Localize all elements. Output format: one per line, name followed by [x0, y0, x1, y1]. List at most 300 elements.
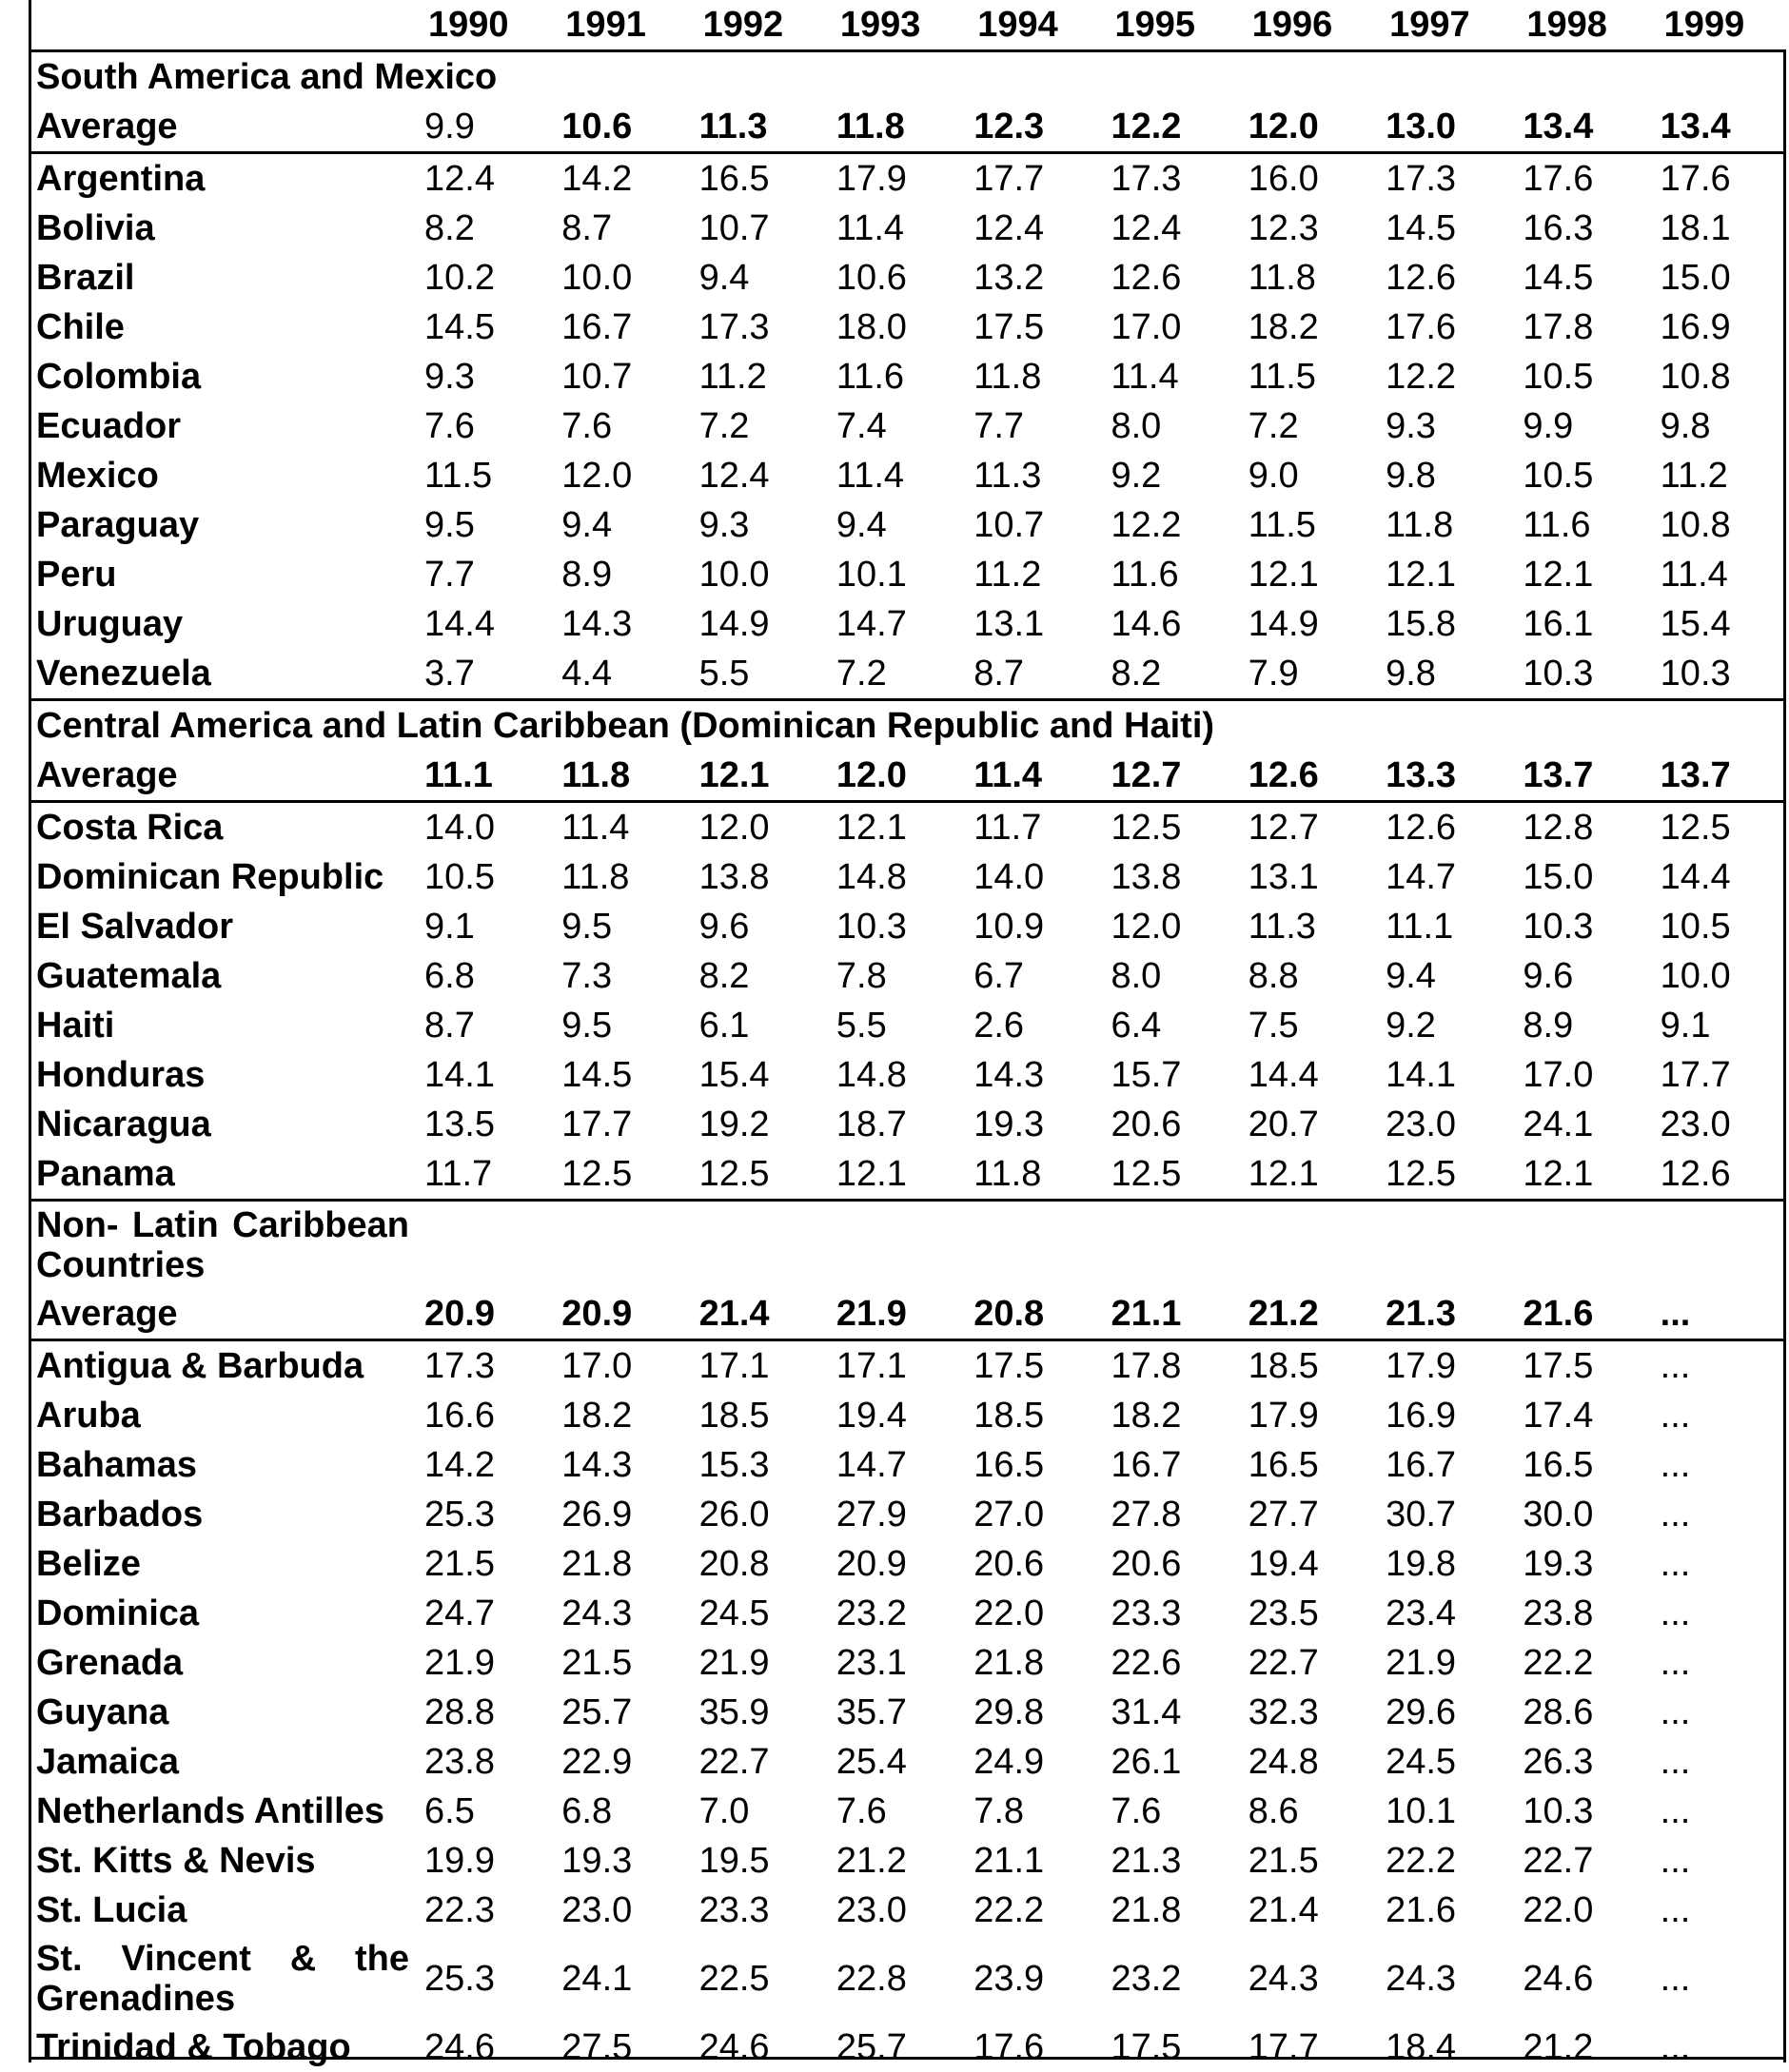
value-cell: 29.8: [962, 1688, 1099, 1737]
table-row: [29, 500, 1786, 550]
value-cell: 13.1: [1237, 852, 1374, 902]
value-cell: 10.5: [1511, 451, 1648, 500]
country-name: Chile: [29, 303, 413, 352]
country-name: Uruguay: [29, 599, 413, 649]
value-cell: ...: [1649, 1490, 1786, 1539]
value-cell: 9.6: [688, 902, 825, 951]
country-name: St. Kitts & Nevis: [29, 1836, 413, 1886]
value-cell: 17.5: [1099, 2023, 1236, 2072]
value-cell: 23.3: [688, 1886, 825, 1935]
value-cell: 11.8: [550, 852, 687, 902]
value-cell: 10.1: [825, 550, 962, 599]
year-header: 1997: [1374, 0, 1511, 51]
value-cell: 8.9: [1511, 1001, 1648, 1050]
value-cell: 13.4: [1511, 102, 1648, 153]
value-cell: 11.6: [825, 352, 962, 401]
value-cell: 10.3: [1649, 649, 1786, 700]
year-header: 1999: [1649, 0, 1786, 51]
value-cell: 19.4: [825, 1391, 962, 1440]
country-name-line-2: Grenadines: [36, 1979, 413, 2019]
table-row: [29, 852, 1786, 902]
value-cell: 9.9: [413, 102, 550, 153]
country-name: Mexico: [29, 451, 413, 500]
value-cell: ...: [1649, 1688, 1786, 1737]
value-cell: 11.1: [413, 751, 550, 802]
value-cell: 26.1: [1099, 1737, 1236, 1787]
value-cell: 12.6: [1237, 751, 1374, 802]
value-cell: 20.9: [413, 1289, 550, 1340]
table-row: [29, 1340, 1786, 1392]
value-cell: 6.5: [413, 1787, 550, 1836]
value-cell: 14.9: [1237, 599, 1374, 649]
value-cell: 12.1: [1511, 1149, 1648, 1201]
value-cell: 7.8: [962, 1787, 1099, 1836]
value-cell: 5.5: [688, 649, 825, 700]
value-cell: 12.5: [1649, 802, 1786, 853]
value-cell: 10.5: [1649, 902, 1786, 951]
value-cell: 11.4: [550, 802, 687, 853]
value-cell: 17.7: [550, 1100, 687, 1149]
value-cell: 17.0: [1511, 1050, 1648, 1100]
table-row: [29, 352, 1786, 401]
table-row: [29, 902, 1786, 951]
value-cell: 23.4: [1374, 1589, 1511, 1638]
value-cell: 22.2: [1374, 1836, 1511, 1886]
value-cell: 10.9: [962, 902, 1099, 951]
value-cell: 10.8: [1649, 352, 1786, 401]
value-cell: 16.1: [1511, 599, 1648, 649]
value-cell: 12.1: [1237, 550, 1374, 599]
value-cell: 13.2: [962, 253, 1099, 303]
value-cell: 18.5: [962, 1391, 1099, 1440]
country-name: Paraguay: [29, 500, 413, 550]
value-cell: 23.1: [825, 1638, 962, 1688]
value-cell: 23.0: [1649, 1100, 1786, 1149]
value-cell: 7.6: [825, 1787, 962, 1836]
value-cell: 10.6: [550, 102, 687, 153]
value-cell: 5.5: [825, 1001, 962, 1050]
value-cell: 12.1: [825, 802, 962, 853]
value-cell: 17.9: [825, 153, 962, 205]
section-title-line-2: Countries: [36, 1245, 413, 1285]
value-cell: 3.7: [413, 649, 550, 700]
value-cell: 14.5: [550, 1050, 687, 1100]
value-cell: 21.3: [1099, 1836, 1236, 1886]
country-name: Belize: [29, 1539, 413, 1589]
value-cell: 9.6: [1511, 951, 1648, 1001]
value-cell: 18.5: [688, 1391, 825, 1440]
value-cell: 10.3: [825, 902, 962, 951]
value-cell: ...: [1649, 1836, 1786, 1886]
value-cell: 9.8: [1649, 401, 1786, 451]
value-cell: 11.3: [962, 451, 1099, 500]
value-cell: 12.1: [1511, 550, 1648, 599]
value-cell: 11.4: [825, 451, 962, 500]
section-title-line-1: Non- Latin Caribbean: [36, 1205, 413, 1245]
value-cell: 19.4: [1237, 1539, 1374, 1589]
value-cell: 7.8: [825, 951, 962, 1001]
value-cell: 26.9: [550, 1490, 687, 1539]
value-cell: ...: [1649, 1289, 1786, 1340]
value-cell: 11.3: [1237, 902, 1374, 951]
value-cell: 9.4: [1374, 951, 1511, 1001]
value-cell: 17.9: [1237, 1391, 1374, 1440]
value-cell: 14.3: [550, 599, 687, 649]
value-cell: 12.4: [1099, 204, 1236, 253]
value-cell: 20.7: [1237, 1100, 1374, 1149]
value-cell: 14.9: [688, 599, 825, 649]
country-name: Guatemala: [29, 951, 413, 1001]
value-cell: 13.8: [1099, 852, 1236, 902]
value-cell: 6.7: [962, 951, 1099, 1001]
year-header: 1991: [550, 0, 687, 51]
value-cell: 12.0: [1237, 102, 1374, 153]
value-cell: 20.9: [550, 1289, 687, 1340]
value-cell: 22.7: [1237, 1638, 1374, 1688]
table-row: [29, 1886, 1786, 1935]
value-cell: 16.7: [1099, 1440, 1236, 1490]
value-cell: 24.1: [550, 1935, 687, 2023]
country-name: Antigua & Barbuda: [29, 1340, 413, 1392]
value-cell: 9.8: [1374, 649, 1511, 700]
value-cell: 13.0: [1374, 102, 1511, 153]
value-cell: 30.0: [1511, 1490, 1648, 1539]
country-name: Venezuela: [29, 649, 413, 700]
value-cell: 14.5: [413, 303, 550, 352]
value-cell: 11.8: [962, 1149, 1099, 1201]
value-cell: 6.1: [688, 1001, 825, 1050]
value-cell: 13.3: [1374, 751, 1511, 802]
value-cell: 16.5: [962, 1440, 1099, 1490]
value-cell: 11.2: [688, 352, 825, 401]
value-cell: 21.1: [962, 1836, 1099, 1886]
country-name: Bahamas: [29, 1440, 413, 1490]
value-cell: 25.7: [825, 2023, 962, 2072]
value-cell: 14.5: [1511, 253, 1648, 303]
value-cell: 6.4: [1099, 1001, 1236, 1050]
country-name: Ecuador: [29, 401, 413, 451]
value-cell: 21.9: [413, 1638, 550, 1688]
value-cell: 12.4: [413, 153, 550, 205]
value-cell: 12.6: [1649, 1149, 1786, 1201]
value-cell: 11.4: [962, 751, 1099, 802]
country-name: Costa Rica: [29, 802, 413, 853]
section-title: Central America and Latin Caribbean (Dominican Republic and Haiti): [29, 700, 1786, 752]
value-cell: 6.8: [550, 1787, 687, 1836]
value-cell: 8.2: [688, 951, 825, 1001]
value-cell: 9.0: [1237, 451, 1374, 500]
average-label: Average: [29, 751, 413, 802]
value-cell: 16.5: [1511, 1440, 1648, 1490]
value-cell: 28.6: [1511, 1688, 1648, 1737]
value-cell: 22.3: [413, 1886, 550, 1935]
value-cell: 12.0: [1099, 902, 1236, 951]
value-cell: 23.8: [1511, 1589, 1648, 1638]
value-cell: 11.4: [825, 204, 962, 253]
value-cell: 12.4: [688, 451, 825, 500]
value-cell: 27.9: [825, 1490, 962, 1539]
value-cell: 26.0: [688, 1490, 825, 1539]
value-cell: 14.0: [413, 802, 550, 853]
table-row: [29, 1836, 1786, 1886]
value-cell: 11.8: [1374, 500, 1511, 550]
value-cell: 24.8: [1237, 1737, 1374, 1787]
value-cell: 21.8: [1099, 1886, 1236, 1935]
value-cell: 21.2: [825, 1836, 962, 1886]
table-row: [29, 2023, 1786, 2072]
value-cell: 22.8: [825, 1935, 962, 2023]
value-cell: 9.8: [1374, 451, 1511, 500]
value-cell: 22.0: [962, 1589, 1099, 1638]
value-cell: 24.6: [413, 2023, 550, 2072]
value-cell: 9.4: [688, 253, 825, 303]
value-cell: 10.7: [962, 500, 1099, 550]
value-cell: 11.6: [1099, 550, 1236, 599]
value-cell: 10.3: [1511, 649, 1648, 700]
value-cell: 19.2: [688, 1100, 825, 1149]
value-cell: 18.5: [1237, 1340, 1374, 1392]
value-cell: 20.8: [962, 1289, 1099, 1340]
average-row: [29, 1289, 1786, 1340]
country-name: Barbados: [29, 1490, 413, 1539]
value-cell: 10.3: [1511, 1787, 1648, 1836]
year-header-row: [29, 0, 1786, 51]
value-cell: 14.8: [825, 852, 962, 902]
country-name: Panama: [29, 1149, 413, 1201]
value-cell: 9.5: [550, 1001, 687, 1050]
table-row: [29, 1391, 1786, 1440]
value-cell: 17.3: [688, 303, 825, 352]
value-cell: 25.3: [413, 1935, 550, 2023]
table-row: [29, 550, 1786, 599]
section-title-filler: [413, 1201, 1786, 1290]
table-row: [29, 1050, 1786, 1100]
table-row: [29, 1539, 1786, 1589]
value-cell: 16.3: [1511, 204, 1648, 253]
value-cell: 19.8: [1374, 1539, 1511, 1589]
value-cell: 12.0: [825, 751, 962, 802]
value-cell: 14.2: [413, 1440, 550, 1490]
value-cell: 9.3: [1374, 401, 1511, 451]
country-name: Netherlands Antilles: [29, 1787, 413, 1836]
value-cell: ...: [1649, 1935, 1786, 2023]
average-label: Average: [29, 102, 413, 153]
value-cell: 22.0: [1511, 1886, 1648, 1935]
value-cell: 27.5: [550, 2023, 687, 2072]
value-cell: 20.6: [1099, 1539, 1236, 1589]
value-cell: 15.0: [1511, 852, 1648, 902]
table-row: [29, 401, 1786, 451]
value-cell: 22.7: [688, 1737, 825, 1787]
value-cell: 11.8: [962, 352, 1099, 401]
value-cell: 11.2: [962, 550, 1099, 599]
value-cell: 18.1: [1649, 204, 1786, 253]
value-cell: 23.2: [825, 1589, 962, 1638]
year-header: 1993: [825, 0, 962, 51]
table-row: [29, 1638, 1786, 1688]
value-cell: 25.3: [413, 1490, 550, 1539]
data-table-container: [29, 0, 1786, 2072]
value-cell: 10.3: [1511, 902, 1648, 951]
value-cell: 13.8: [688, 852, 825, 902]
value-cell: ...: [1649, 1440, 1786, 1490]
value-cell: 7.2: [688, 401, 825, 451]
value-cell: 15.0: [1649, 253, 1786, 303]
value-cell: 19.3: [1511, 1539, 1648, 1589]
value-cell: 18.0: [825, 303, 962, 352]
value-cell: 23.5: [1237, 1589, 1374, 1638]
value-cell: 15.3: [688, 1440, 825, 1490]
table-body: [29, 51, 1786, 2072]
country-name: Aruba: [29, 1391, 413, 1440]
value-cell: 9.2: [1374, 1001, 1511, 1050]
section-title-row: [29, 1201, 1786, 1290]
value-cell: 12.5: [688, 1149, 825, 1201]
value-cell: 17.6: [1374, 303, 1511, 352]
value-cell: 12.5: [1374, 1149, 1511, 1201]
value-cell: 16.7: [1374, 1440, 1511, 1490]
value-cell: 7.2: [825, 649, 962, 700]
table-row: [29, 951, 1786, 1001]
country-name: [29, 1935, 413, 2023]
value-cell: 17.6: [962, 2023, 1099, 2072]
value-cell: 7.6: [1099, 1787, 1236, 1836]
value-cell: 23.9: [962, 1935, 1099, 2023]
header-corner: [29, 0, 413, 51]
value-cell: 21.4: [688, 1289, 825, 1340]
country-name: El Salvador: [29, 902, 413, 951]
value-cell: 24.1: [1511, 1100, 1648, 1149]
value-cell: 14.2: [550, 153, 687, 205]
value-cell: 30.7: [1374, 1490, 1511, 1539]
value-cell: 9.1: [413, 902, 550, 951]
year-header: 1992: [688, 0, 825, 51]
value-cell: 17.0: [550, 1340, 687, 1392]
value-cell: 15.4: [688, 1050, 825, 1100]
value-cell: 12.3: [962, 102, 1099, 153]
section-title-row: [29, 51, 1786, 103]
value-cell: 15.7: [1099, 1050, 1236, 1100]
value-cell: 24.6: [688, 2023, 825, 2072]
value-cell: 22.2: [1511, 1638, 1648, 1688]
value-cell: 13.5: [413, 1100, 550, 1149]
value-cell: 12.5: [550, 1149, 687, 1201]
value-cell: 21.6: [1374, 1886, 1511, 1935]
value-cell: 31.4: [1099, 1688, 1236, 1737]
year-header: 1996: [1237, 0, 1374, 51]
value-cell: 8.0: [1099, 401, 1236, 451]
value-cell: 10.5: [1511, 352, 1648, 401]
value-cell: 7.0: [688, 1787, 825, 1836]
value-cell: 14.1: [1374, 1050, 1511, 1100]
country-name: Dominican Republic: [29, 852, 413, 902]
value-cell: ...: [1649, 1340, 1786, 1392]
value-cell: 7.7: [413, 550, 550, 599]
section-title: South America and Mexico: [29, 51, 1786, 103]
year-header: 1995: [1099, 0, 1236, 51]
value-cell: 19.5: [688, 1836, 825, 1886]
value-cell: 23.2: [1099, 1935, 1236, 2023]
value-cell: 18.2: [1099, 1391, 1236, 1440]
value-cell: 11.5: [1237, 352, 1374, 401]
value-cell: 17.9: [1374, 1340, 1511, 1392]
value-cell: 10.0: [1649, 951, 1786, 1001]
value-cell: 12.1: [1237, 1149, 1374, 1201]
country-name: St. Lucia: [29, 1886, 413, 1935]
country-name: Brazil: [29, 253, 413, 303]
value-cell: ...: [1649, 1539, 1786, 1589]
value-cell: 11.4: [1099, 352, 1236, 401]
value-cell: 9.4: [550, 500, 687, 550]
country-name: Dominica: [29, 1589, 413, 1638]
value-cell: 17.8: [1511, 303, 1648, 352]
value-cell: 17.3: [1099, 153, 1236, 205]
table-row: [29, 1737, 1786, 1787]
value-cell: 13.7: [1649, 751, 1786, 802]
value-cell: 22.7: [1511, 1836, 1648, 1886]
value-cell: 17.5: [962, 303, 1099, 352]
value-cell: 27.0: [962, 1490, 1099, 1539]
value-cell: 21.2: [1511, 2023, 1648, 2072]
value-cell: 14.3: [550, 1440, 687, 1490]
table-row: [29, 1688, 1786, 1737]
table-row: [29, 303, 1786, 352]
value-cell: ...: [1649, 1886, 1786, 1935]
country-name: Trinidad & Tobago: [29, 2023, 413, 2072]
value-cell: 10.7: [688, 204, 825, 253]
value-cell: 12.1: [1374, 550, 1511, 599]
value-cell: 17.0: [1099, 303, 1236, 352]
value-cell: 13.7: [1511, 751, 1648, 802]
value-cell: 21.5: [1237, 1836, 1374, 1886]
value-cell: 9.3: [413, 352, 550, 401]
value-cell: 23.8: [413, 1737, 550, 1787]
value-cell: 7.3: [550, 951, 687, 1001]
country-name: Grenada: [29, 1638, 413, 1688]
value-cell: 11.8: [550, 751, 687, 802]
value-cell: 12.2: [1099, 102, 1236, 153]
country-name: Argentina: [29, 153, 413, 205]
value-cell: 21.9: [825, 1289, 962, 1340]
value-cell: 24.5: [1374, 1737, 1511, 1787]
value-cell: 17.7: [1237, 2023, 1374, 2072]
value-cell: 12.1: [825, 1149, 962, 1201]
country-name: Nicaragua: [29, 1100, 413, 1149]
value-cell: 9.9: [1511, 401, 1648, 451]
value-cell: 12.6: [1374, 802, 1511, 853]
value-cell: ...: [1649, 1589, 1786, 1638]
value-cell: 16.9: [1649, 303, 1786, 352]
value-cell: 20.6: [962, 1539, 1099, 1589]
value-cell: 21.4: [1237, 1886, 1374, 1935]
year-header: 1994: [962, 0, 1099, 51]
value-cell: 14.7: [825, 599, 962, 649]
value-cell: 17.1: [825, 1340, 962, 1392]
value-cell: 14.1: [413, 1050, 550, 1100]
value-cell: 24.9: [962, 1737, 1099, 1787]
value-cell: 11.1: [1374, 902, 1511, 951]
value-cell: 10.1: [1374, 1787, 1511, 1836]
table-row: [29, 1589, 1786, 1638]
value-cell: 21.8: [550, 1539, 687, 1589]
value-cell: 11.5: [413, 451, 550, 500]
average-row: [29, 102, 1786, 153]
table-row: [29, 1935, 1786, 2023]
value-cell: 17.3: [1374, 153, 1511, 205]
year-header: 1998: [1511, 0, 1648, 51]
value-cell: 8.2: [1099, 649, 1236, 700]
value-cell: 35.9: [688, 1688, 825, 1737]
